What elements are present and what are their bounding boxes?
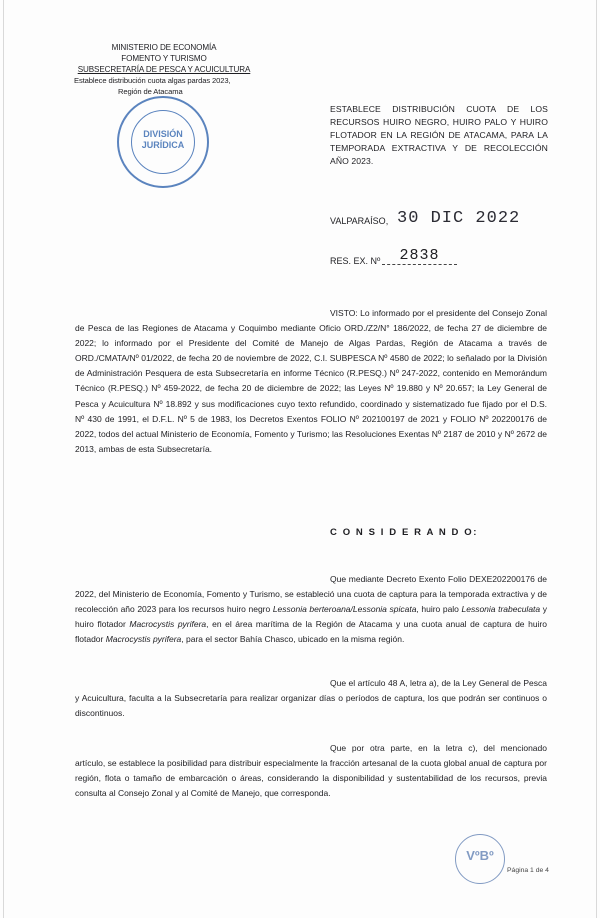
p1-species-2: Lessonia trabeculata <box>461 604 541 615</box>
scan-edge-left <box>3 0 4 918</box>
scan-edge-right <box>596 0 597 918</box>
p1-text-i: , para el sector Bahía Chasco, ubicado en la misma región. <box>181 634 405 645</box>
p1-species-1: Lessonia berteroana/Lessonia spicata <box>272 604 417 615</box>
resolution-label: RES. EX. Nº <box>330 256 381 266</box>
considerando-paragraph-1 <box>75 572 547 647</box>
p1-text-a: Que mediante Decreto Exento Folio DEXE202200176 de 2022, del Ministerio de Economía, Fomento y Turismo, se estableció una cuota de captura para la temporada extractiva y de recolección año 2023 para los recursos huiro negro <box>75 574 547 615</box>
considerando-heading: C O N S I D E R A N D O: <box>330 527 479 538</box>
resolution-title: ESTABLECE DISTRIBUCIÓN CUOTA DE LOS RECURSOS HUIRO NEGRO, HUIRO PALO Y HUIRO FLOTADOR EN LA REGIÓN DE ATACAMA, PARA LA TEMPORADA EXTRACTIVA Y DE RECOLECCIÓN AÑO 2023. <box>330 104 548 167</box>
resolution-number: 2838 <box>382 247 457 265</box>
letterhead-subject: Establece distribución cuota algas pardas 2023, <box>74 76 231 85</box>
vobo-stamp <box>455 834 505 884</box>
letterhead-subsecretaria: SUBSECRETARÍA DE PESCA Y ACUICULTURA <box>77 65 251 74</box>
considerando-paragraph-2: Que el artículo 48 A, letra a), de la Ley General de Pesca y Acuicultura, faculta a la Subsecretaría para realizar organizar días o períodos de captura, los que podrán ser continuos o discontinuos. <box>75 678 547 719</box>
stamp-text <box>119 129 207 151</box>
place-label: VALPARAÍSO, <box>330 216 389 226</box>
p1-text-c: , huiro palo <box>416 604 462 615</box>
p1-text-e: y huiro flotador <box>75 604 547 630</box>
visto-paragraph: VISTO: Lo informado por el presidente del Consejo Zonal de Pesca de las Regiones de Atacama y Coquimbo mediante Oficio ORD./Z2/N° 186/2022, de fecha 27 de diciembre de 2022; lo informado por el Presidente del Comité de Manejo de Algas Pardas, Región de Atacama a través de ORD./CMATA/Nº 01/2022, de fecha 20 de noviembre de 2022, C.I. SUBPESCA Nº 4580 de 2022; lo señalado por la División de Administración Pesquera de esta Subsecretaría en informe Técnico (R.PESQ.) Nº 247-2022, contenido en Memorándum Técnico (R.PESQ.) Nº 459-2022, de fecha 20 de diciembre de 2022; las Leyes Nº 19.880 y Nº 20.657; la Ley General de Pesca y Acuicultura Nº 18.892 y sus modificaciones cuyo texto refundido, coordinado y sistematizado fue fijado por el D.S. Nº 430 de 1991, el D.F.L. Nº 5 de 1983, los Decretos Exentos FOLIO Nº 202100197 de 2021 y FOLIO Nº 202200176 de 2022, todos del actual Ministerio de Economía, Fomento y Turismo; las Resoluciones Exentas Nº 2187 de 2010 y Nº 2672 de 2013, ambas de esta Subsecretaría. <box>75 308 547 454</box>
date-stamp: 30 DIC 2022 <box>397 209 521 228</box>
p1-text-g: , en el área marítima de la Región de Atacama y una cuota anual de captura de huiro flotador <box>75 619 547 645</box>
considerando-paragraph-3: Que por otra parte, en la letra c), del mencionado artículo, se establece la posibilidad para distribuir especialmente la fracción artesanal de la cuota global anual de captura por región, flota o tamaño de embarcación o áreas, considerando la disponibilidad y sustentabilidad de los recursos, previa consulta al Consejo Zonal y al Comité de Manejo, que corresponda. <box>75 743 547 799</box>
letterhead-region: Región de Atacama <box>118 87 183 96</box>
division-juridica-stamp <box>117 96 209 188</box>
letterhead-ministry: MINISTERIO DE ECONOMÍA <box>111 43 217 52</box>
stamp-line-1: DIVISIÓN <box>143 129 183 139</box>
p1-species-4: Macrocystis pyrifera <box>105 634 182 645</box>
letterhead-ministry-sub: FOMENTO Y TURISMO <box>121 54 207 63</box>
letterhead <box>74 42 264 97</box>
vobo-text: VºBº <box>466 848 494 863</box>
page-counter: Página 1 de 4 <box>507 867 549 874</box>
stamp-line-2: JURÍDICA <box>141 140 185 150</box>
p1-species-3: Macrocystis pyrifera <box>129 619 207 630</box>
